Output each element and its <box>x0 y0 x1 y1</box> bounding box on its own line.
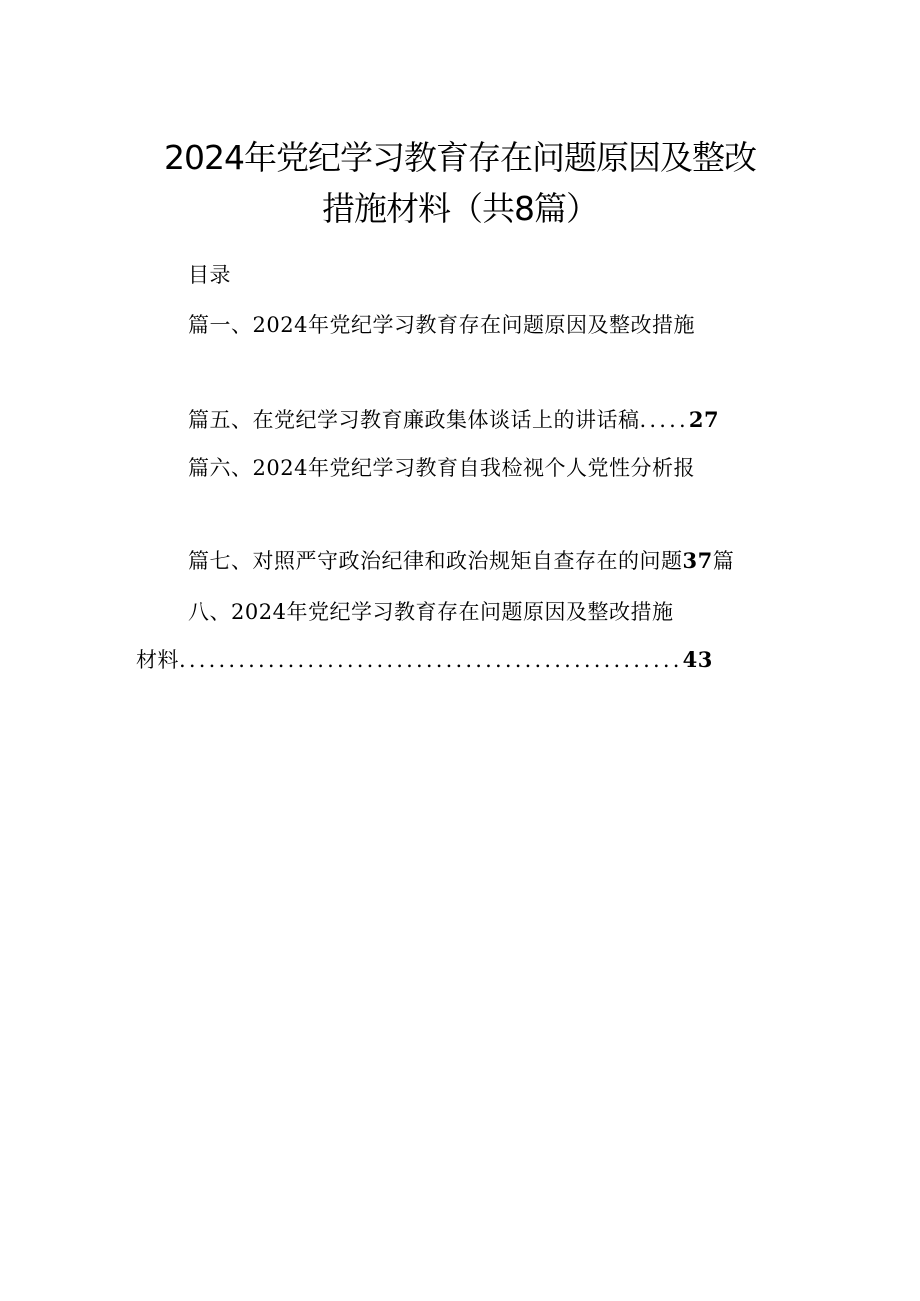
toc-entry-tail: 篇 <box>712 549 735 573</box>
toc-entry-8[interactable] <box>188 598 673 626</box>
toc-leader-dots: ..... <box>639 408 689 432</box>
toc-page-number: 37 <box>682 548 713 573</box>
toc-entry-8-continued[interactable] <box>136 646 713 674</box>
toc-entry-text: 篇七、对照严守政治纪律和政治规矩自查存在的问题 <box>188 549 683 573</box>
toc-entry-text: 材料 <box>136 648 179 672</box>
title-line-1: 2024年党纪学习教育存在问题原因及整改 <box>164 138 756 177</box>
toc-leader-dots: ................................................... <box>179 648 683 672</box>
toc-page-number: 43 <box>682 647 713 672</box>
toc-entry-text: 篇六、2024年党纪学习教育自我检视个人党性分析报 <box>188 456 695 480</box>
toc-heading: 目录 <box>188 263 231 287</box>
toc-entry-text: 篇一、2024年党纪学习教育存在问题原因及整改措施 <box>188 313 695 337</box>
toc-entry-text: 八、2024年党纪学习教育存在问题原因及整改措施 <box>188 600 674 624</box>
toc-entry-6[interactable] <box>188 454 695 482</box>
toc-entry-7[interactable] <box>188 547 734 575</box>
toc-page-number: 27 <box>688 407 720 432</box>
toc-entry-5[interactable] <box>188 406 719 434</box>
toc-entry-text: 篇五、在党纪学习教育廉政集体谈话上的讲话稿 <box>188 408 640 432</box>
title-line-2: 措施材料（共8篇） <box>322 189 598 228</box>
toc-entry-1[interactable] <box>188 311 695 339</box>
